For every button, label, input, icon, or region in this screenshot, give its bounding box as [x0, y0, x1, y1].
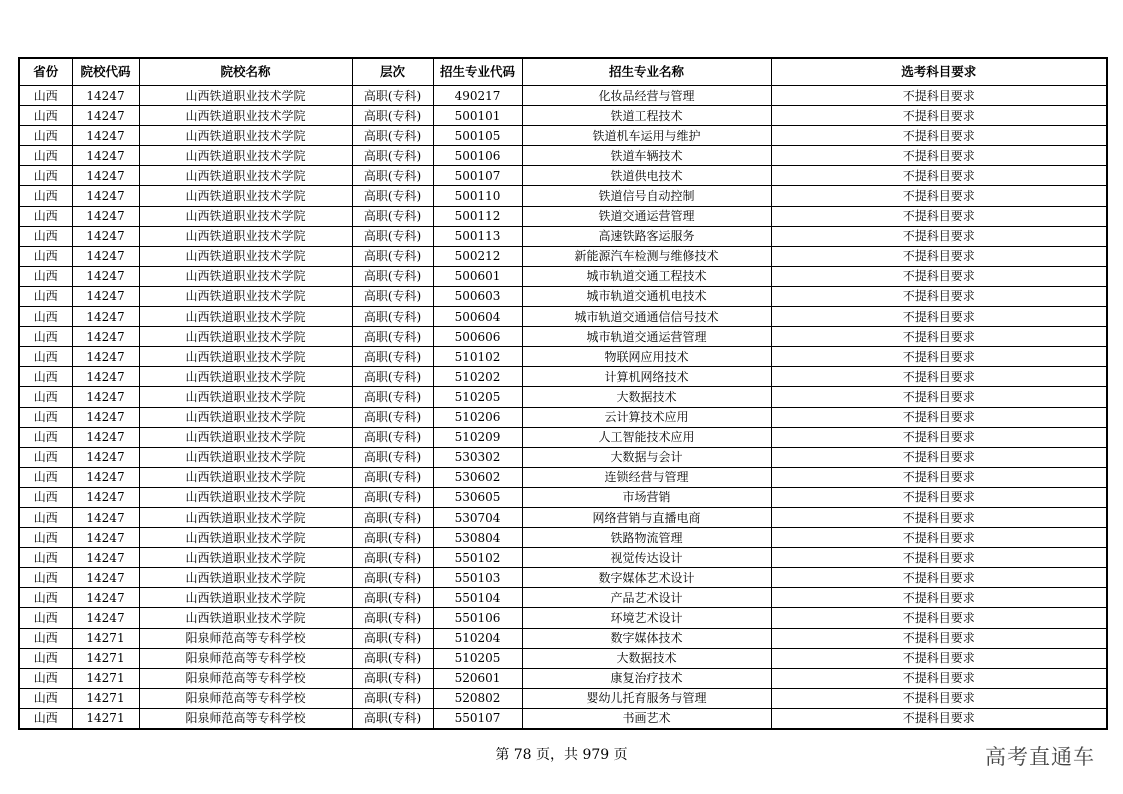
cell-major-name: 城市轨道交通运营管理 — [522, 327, 771, 347]
cell-school-name: 阳泉师范高等专科学校 — [139, 688, 352, 708]
cell-province: 山西 — [19, 708, 72, 729]
cell-school-name: 山西铁道职业技术学院 — [139, 307, 352, 327]
cell-major-name: 铁道交通运营管理 — [522, 206, 771, 226]
cell-school-name: 山西铁道职业技术学院 — [139, 427, 352, 447]
cell-major-name: 城市轨道交通机电技术 — [522, 286, 771, 306]
cell-major-code: 510205 — [433, 648, 522, 668]
cell-major-name: 铁道车辆技术 — [522, 146, 771, 166]
cell-province: 山西 — [19, 146, 72, 166]
cell-level: 高职(专科) — [352, 427, 433, 447]
table-row — [19, 367, 1107, 387]
cell-school-code: 14247 — [72, 507, 139, 527]
cell-province: 山西 — [19, 487, 72, 507]
cell-major-code: 530302 — [433, 447, 522, 467]
cell-school-name: 山西铁道职业技术学院 — [139, 387, 352, 407]
cell-major-code: 500604 — [433, 307, 522, 327]
cell-school-name: 山西铁道职业技术学院 — [139, 608, 352, 628]
cell-school-name: 山西铁道职业技术学院 — [139, 487, 352, 507]
cell-level: 高职(专科) — [352, 568, 433, 588]
cell-major-name: 铁路物流管理 — [522, 528, 771, 548]
cell-major-name: 城市轨道交通通信信号技术 — [522, 307, 771, 327]
cell-subject-requirement: 不提科目要求 — [771, 126, 1107, 146]
cell-level: 高职(专科) — [352, 106, 433, 126]
table-row — [19, 226, 1107, 246]
page-number: 第 78 页，共 979 页 — [495, 747, 628, 763]
cell-level: 高职(专科) — [352, 608, 433, 628]
cell-school-code: 14247 — [72, 307, 139, 327]
cell-major-name: 铁道供电技术 — [522, 166, 771, 186]
table-row — [19, 528, 1107, 548]
cell-subject-requirement: 不提科目要求 — [771, 708, 1107, 729]
cell-province: 山西 — [19, 367, 72, 387]
cell-major-code: 500112 — [433, 206, 522, 226]
cell-province: 山西 — [19, 206, 72, 226]
cell-level: 高职(专科) — [352, 447, 433, 467]
cell-level: 高职(专科) — [352, 286, 433, 306]
cell-province: 山西 — [19, 186, 72, 206]
header-major-code: 招生专业代码 — [433, 58, 522, 86]
cell-school-code: 14271 — [72, 708, 139, 729]
table-row — [19, 146, 1107, 166]
cell-school-name: 阳泉师范高等专科学校 — [139, 668, 352, 688]
cell-province: 山西 — [19, 608, 72, 628]
cell-school-code: 14247 — [72, 106, 139, 126]
cell-school-name: 山西铁道职业技术学院 — [139, 467, 352, 487]
cell-province: 山西 — [19, 648, 72, 668]
cell-level: 高职(专科) — [352, 668, 433, 688]
cell-province: 山西 — [19, 286, 72, 306]
cell-major-code: 550102 — [433, 548, 522, 568]
cell-school-code: 14247 — [72, 528, 139, 548]
cell-subject-requirement: 不提科目要求 — [771, 608, 1107, 628]
cell-school-code: 14247 — [72, 286, 139, 306]
cell-major-name: 产品艺术设计 — [522, 588, 771, 608]
cell-major-code: 550107 — [433, 708, 522, 729]
cell-school-code: 14271 — [72, 628, 139, 648]
cell-school-code: 14247 — [72, 387, 139, 407]
table-row — [19, 628, 1107, 648]
cell-major-name: 书画艺术 — [522, 708, 771, 729]
cell-school-name: 山西铁道职业技术学院 — [139, 407, 352, 427]
table-row — [19, 206, 1107, 226]
table-row — [19, 286, 1107, 306]
cell-major-code: 520802 — [433, 688, 522, 708]
table-row — [19, 548, 1107, 568]
cell-major-name: 物联网应用技术 — [522, 347, 771, 367]
cell-school-code: 14247 — [72, 548, 139, 568]
table-row — [19, 668, 1107, 688]
cell-school-code: 14247 — [72, 568, 139, 588]
cell-level: 高职(专科) — [352, 347, 433, 367]
cell-school-code: 14247 — [72, 447, 139, 467]
cell-school-code: 14247 — [72, 427, 139, 447]
cell-major-code: 510206 — [433, 407, 522, 427]
cell-major-name: 视觉传达设计 — [522, 548, 771, 568]
cell-province: 山西 — [19, 266, 72, 286]
cell-subject-requirement: 不提科目要求 — [771, 407, 1107, 427]
cell-province: 山西 — [19, 307, 72, 327]
cell-school-name: 山西铁道职业技术学院 — [139, 327, 352, 347]
table-row — [19, 307, 1107, 327]
cell-major-code: 500106 — [433, 146, 522, 166]
cell-subject-requirement: 不提科目要求 — [771, 367, 1107, 387]
cell-major-name: 数字媒体技术 — [522, 628, 771, 648]
cell-province: 山西 — [19, 588, 72, 608]
cell-school-code: 14247 — [72, 588, 139, 608]
cell-major-name: 康复治疗技术 — [522, 668, 771, 688]
cell-school-name: 山西铁道职业技术学院 — [139, 548, 352, 568]
cell-major-code: 530804 — [433, 528, 522, 548]
cell-school-code: 14247 — [72, 608, 139, 628]
cell-major-code: 500603 — [433, 286, 522, 306]
cell-major-code: 550104 — [433, 588, 522, 608]
cell-subject-requirement: 不提科目要求 — [771, 648, 1107, 668]
cell-province: 山西 — [19, 688, 72, 708]
cell-school-code: 14247 — [72, 266, 139, 286]
header-school-name: 院校名称 — [139, 58, 352, 86]
header-row — [19, 58, 1107, 86]
cell-province: 山西 — [19, 568, 72, 588]
cell-school-name: 山西铁道职业技术学院 — [139, 347, 352, 367]
cell-level: 高职(专科) — [352, 688, 433, 708]
cell-school-name: 山西铁道职业技术学院 — [139, 106, 352, 126]
cell-level: 高职(专科) — [352, 628, 433, 648]
cell-province: 山西 — [19, 327, 72, 347]
cell-school-code: 14247 — [72, 367, 139, 387]
cell-school-name: 山西铁道职业技术学院 — [139, 286, 352, 306]
cell-province: 山西 — [19, 86, 72, 106]
cell-level: 高职(专科) — [352, 206, 433, 226]
cell-subject-requirement: 不提科目要求 — [771, 447, 1107, 467]
cell-major-name: 连锁经营与管理 — [522, 467, 771, 487]
admissions-table — [18, 57, 1108, 730]
cell-major-name: 大数据与会计 — [522, 447, 771, 467]
cell-subject-requirement: 不提科目要求 — [771, 387, 1107, 407]
cell-school-name: 山西铁道职业技术学院 — [139, 507, 352, 527]
watermark-logo: 高考直通车 — [985, 745, 1095, 769]
table-row — [19, 166, 1107, 186]
cell-major-code: 490217 — [433, 86, 522, 106]
table-row — [19, 568, 1107, 588]
cell-level: 高职(专科) — [352, 548, 433, 568]
cell-level: 高职(专科) — [352, 327, 433, 347]
table-row — [19, 648, 1107, 668]
cell-subject-requirement: 不提科目要求 — [771, 668, 1107, 688]
cell-major-code: 510202 — [433, 367, 522, 387]
cell-province: 山西 — [19, 106, 72, 126]
cell-province: 山西 — [19, 507, 72, 527]
cell-major-code: 500105 — [433, 126, 522, 146]
table-row — [19, 588, 1107, 608]
cell-school-name: 山西铁道职业技术学院 — [139, 86, 352, 106]
cell-level: 高职(专科) — [352, 507, 433, 527]
cell-school-name: 山西铁道职业技术学院 — [139, 166, 352, 186]
cell-major-name: 大数据技术 — [522, 387, 771, 407]
table-row — [19, 86, 1107, 106]
table-row — [19, 126, 1107, 146]
cell-school-code: 14247 — [72, 226, 139, 246]
cell-subject-requirement: 不提科目要求 — [771, 146, 1107, 166]
table-row — [19, 106, 1107, 126]
cell-school-name: 山西铁道职业技术学院 — [139, 226, 352, 246]
cell-school-name: 阳泉师范高等专科学校 — [139, 708, 352, 729]
cell-major-name: 环境艺术设计 — [522, 608, 771, 628]
cell-level: 高职(专科) — [352, 708, 433, 729]
cell-subject-requirement: 不提科目要求 — [771, 106, 1107, 126]
cell-major-code: 500110 — [433, 186, 522, 206]
cell-province: 山西 — [19, 407, 72, 427]
cell-subject-requirement: 不提科目要求 — [771, 246, 1107, 266]
cell-major-name: 铁道工程技术 — [522, 106, 771, 126]
table-row — [19, 608, 1107, 628]
cell-school-code: 14247 — [72, 407, 139, 427]
cell-level: 高职(专科) — [352, 86, 433, 106]
cell-level: 高职(专科) — [352, 266, 433, 286]
cell-major-code: 500107 — [433, 166, 522, 186]
cell-level: 高职(专科) — [352, 307, 433, 327]
cell-level: 高职(专科) — [352, 528, 433, 548]
cell-level: 高职(专科) — [352, 407, 433, 427]
cell-province: 山西 — [19, 447, 72, 467]
cell-school-code: 14247 — [72, 186, 139, 206]
cell-major-code: 550103 — [433, 568, 522, 588]
cell-level: 高职(专科) — [352, 648, 433, 668]
cell-school-code: 14247 — [72, 467, 139, 487]
header-level: 层次 — [352, 58, 433, 86]
cell-major-code: 530704 — [433, 507, 522, 527]
header-subject-requirement: 选考科目要求 — [771, 58, 1107, 86]
cell-subject-requirement: 不提科目要求 — [771, 507, 1107, 527]
header-school-code: 院校代码 — [72, 58, 139, 86]
cell-subject-requirement: 不提科目要求 — [771, 226, 1107, 246]
cell-subject-requirement: 不提科目要求 — [771, 206, 1107, 226]
cell-subject-requirement: 不提科目要求 — [771, 166, 1107, 186]
cell-major-code: 500606 — [433, 327, 522, 347]
cell-major-code: 500113 — [433, 226, 522, 246]
cell-subject-requirement: 不提科目要求 — [771, 327, 1107, 347]
cell-major-name: 数字媒体艺术设计 — [522, 568, 771, 588]
cell-subject-requirement: 不提科目要求 — [771, 266, 1107, 286]
cell-major-code: 530605 — [433, 487, 522, 507]
cell-school-code: 14271 — [72, 648, 139, 668]
cell-school-name: 阳泉师范高等专科学校 — [139, 628, 352, 648]
cell-level: 高职(专科) — [352, 246, 433, 266]
cell-province: 山西 — [19, 548, 72, 568]
cell-school-code: 14247 — [72, 146, 139, 166]
cell-major-name: 城市轨道交通工程技术 — [522, 266, 771, 286]
cell-level: 高职(专科) — [352, 226, 433, 246]
cell-province: 山西 — [19, 668, 72, 688]
cell-major-code: 550106 — [433, 608, 522, 628]
cell-school-code: 14271 — [72, 688, 139, 708]
cell-school-code: 14247 — [72, 126, 139, 146]
cell-subject-requirement: 不提科目要求 — [771, 548, 1107, 568]
cell-subject-requirement: 不提科目要求 — [771, 307, 1107, 327]
cell-school-name: 山西铁道职业技术学院 — [139, 206, 352, 226]
cell-major-code: 510209 — [433, 427, 522, 447]
cell-school-code: 14247 — [72, 347, 139, 367]
cell-school-code: 14247 — [72, 206, 139, 226]
cell-school-name: 山西铁道职业技术学院 — [139, 186, 352, 206]
cell-school-name: 山西铁道职业技术学院 — [139, 126, 352, 146]
table-row — [19, 708, 1107, 729]
cell-subject-requirement: 不提科目要求 — [771, 286, 1107, 306]
cell-major-name: 人工智能技术应用 — [522, 427, 771, 447]
table-row — [19, 507, 1107, 527]
cell-level: 高职(专科) — [352, 588, 433, 608]
table-row — [19, 186, 1107, 206]
cell-subject-requirement: 不提科目要求 — [771, 467, 1107, 487]
cell-subject-requirement: 不提科目要求 — [771, 588, 1107, 608]
cell-major-name: 化妆品经营与管理 — [522, 86, 771, 106]
table-row — [19, 427, 1107, 447]
cell-school-code: 14247 — [72, 86, 139, 106]
cell-school-code: 14247 — [72, 246, 139, 266]
cell-province: 山西 — [19, 126, 72, 146]
cell-province: 山西 — [19, 387, 72, 407]
cell-major-name: 新能源汽车检测与维修技术 — [522, 246, 771, 266]
table-row — [19, 688, 1107, 708]
cell-school-name: 山西铁道职业技术学院 — [139, 246, 352, 266]
cell-subject-requirement: 不提科目要求 — [771, 427, 1107, 447]
header-major-name: 招生专业名称 — [522, 58, 771, 86]
cell-school-name: 山西铁道职业技术学院 — [139, 266, 352, 286]
cell-school-code: 14247 — [72, 487, 139, 507]
cell-province: 山西 — [19, 166, 72, 186]
cell-province: 山西 — [19, 528, 72, 548]
cell-level: 高职(专科) — [352, 467, 433, 487]
cell-level: 高职(专科) — [352, 387, 433, 407]
cell-province: 山西 — [19, 347, 72, 367]
cell-province: 山西 — [19, 427, 72, 447]
cell-subject-requirement: 不提科目要求 — [771, 347, 1107, 367]
cell-major-code: 500212 — [433, 246, 522, 266]
table-row — [19, 447, 1107, 467]
cell-major-name: 云计算技术应用 — [522, 407, 771, 427]
cell-level: 高职(专科) — [352, 487, 433, 507]
cell-province: 山西 — [19, 467, 72, 487]
cell-major-code: 520601 — [433, 668, 522, 688]
cell-level: 高职(专科) — [352, 126, 433, 146]
table-row — [19, 327, 1107, 347]
cell-subject-requirement: 不提科目要求 — [771, 528, 1107, 548]
table-row — [19, 467, 1107, 487]
table-row — [19, 487, 1107, 507]
cell-school-code: 14247 — [72, 166, 139, 186]
cell-major-name: 婴幼儿托育服务与管理 — [522, 688, 771, 708]
cell-major-name: 计算机网络技术 — [522, 367, 771, 387]
cell-major-code: 530602 — [433, 467, 522, 487]
cell-major-code: 500601 — [433, 266, 522, 286]
cell-level: 高职(专科) — [352, 186, 433, 206]
table-row — [19, 407, 1107, 427]
cell-subject-requirement: 不提科目要求 — [771, 628, 1107, 648]
cell-province: 山西 — [19, 246, 72, 266]
cell-school-code: 14247 — [72, 327, 139, 347]
cell-major-code: 500101 — [433, 106, 522, 126]
cell-level: 高职(专科) — [352, 146, 433, 166]
cell-major-code: 510205 — [433, 387, 522, 407]
cell-subject-requirement: 不提科目要求 — [771, 186, 1107, 206]
cell-major-name: 大数据技术 — [522, 648, 771, 668]
cell-major-name: 铁道信号自动控制 — [522, 186, 771, 206]
cell-subject-requirement: 不提科目要求 — [771, 688, 1107, 708]
cell-school-name: 阳泉师范高等专科学校 — [139, 648, 352, 668]
cell-major-name: 高速铁路客运服务 — [522, 226, 771, 246]
cell-major-name: 铁道机车运用与维护 — [522, 126, 771, 146]
cell-school-code: 14271 — [72, 668, 139, 688]
header-province: 省份 — [19, 58, 72, 86]
cell-level: 高职(专科) — [352, 367, 433, 387]
table-row — [19, 266, 1107, 286]
cell-subject-requirement: 不提科目要求 — [771, 487, 1107, 507]
cell-province: 山西 — [19, 628, 72, 648]
table-row — [19, 246, 1107, 266]
cell-school-name: 山西铁道职业技术学院 — [139, 146, 352, 166]
cell-major-name: 网络营销与直播电商 — [522, 507, 771, 527]
cell-school-name: 山西铁道职业技术学院 — [139, 528, 352, 548]
cell-school-name: 山西铁道职业技术学院 — [139, 568, 352, 588]
cell-level: 高职(专科) — [352, 166, 433, 186]
table-row — [19, 347, 1107, 367]
cell-school-name: 山西铁道职业技术学院 — [139, 588, 352, 608]
cell-subject-requirement: 不提科目要求 — [771, 86, 1107, 106]
cell-major-code: 510102 — [433, 347, 522, 367]
cell-school-name: 山西铁道职业技术学院 — [139, 447, 352, 467]
cell-major-code: 510204 — [433, 628, 522, 648]
cell-province: 山西 — [19, 226, 72, 246]
table-row — [19, 387, 1107, 407]
cell-subject-requirement: 不提科目要求 — [771, 568, 1107, 588]
cell-major-name: 市场营销 — [522, 487, 771, 507]
cell-school-name: 山西铁道职业技术学院 — [139, 367, 352, 387]
